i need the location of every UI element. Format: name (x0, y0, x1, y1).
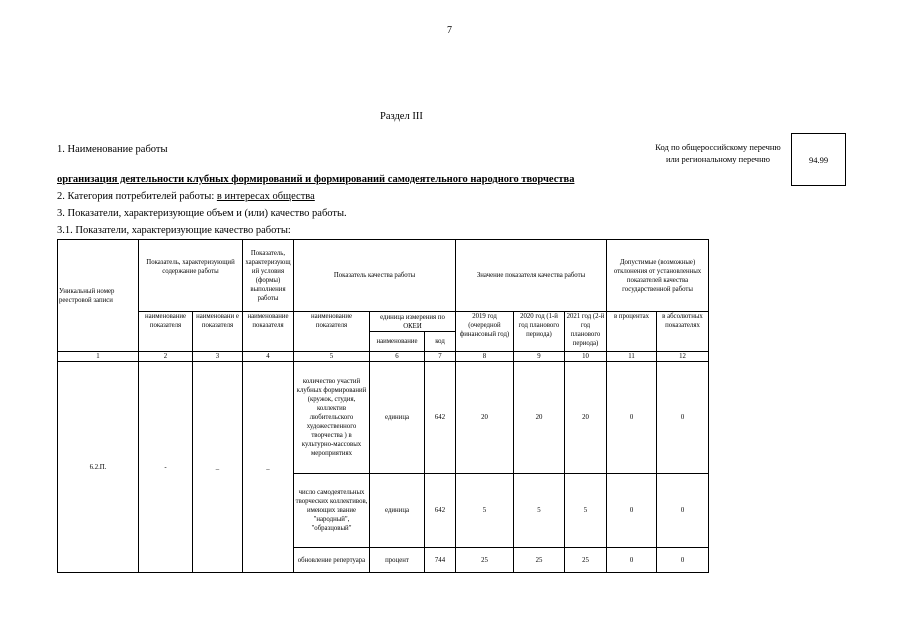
consumers-value: в интересах общества (216, 191, 315, 202)
table-row (58, 362, 709, 474)
value-2021: 25 (565, 548, 607, 573)
column-number: 3 (193, 352, 243, 362)
value-2020: 20 (514, 362, 565, 474)
header-year-2019: 2019 год (очередной финансовый год) (456, 312, 514, 352)
unit-name: единица (370, 474, 425, 548)
section-title: Раздел III (380, 111, 423, 122)
header-conditions-group: Показатель, характеризующий условия (формы) выполнения работы (243, 240, 294, 312)
work-name-label: 1. Наименование работы (57, 144, 168, 155)
value-2019: 25 (456, 548, 514, 573)
header-indicator-name-3: наименование показателя (243, 312, 294, 352)
deviation-percent: 0 (607, 474, 657, 548)
indicators-heading: 3. Показатели, характеризующие объем и (или) качество работы. (57, 208, 347, 219)
page-number: 7 (447, 25, 452, 36)
header-indicator-name-1: наименование показателя (139, 312, 193, 352)
col3-value: _ (193, 362, 243, 573)
column-numbers-row (58, 352, 709, 362)
header-indicator-name-2: наименовани е показателя (193, 312, 243, 352)
header-unit-name: наименование (370, 332, 425, 352)
code-box (791, 133, 846, 186)
column-number: 11 (607, 352, 657, 362)
column-number: 10 (565, 352, 607, 362)
value-2020: 5 (514, 474, 565, 548)
work-name-value: организация деятельности клубных формирований и формирований самодеятельного народного творчества (57, 174, 575, 185)
value-2019: 5 (456, 474, 514, 548)
column-number: 1 (58, 352, 139, 362)
deviation-absolute: 0 (657, 362, 709, 474)
deviation-absolute: 0 (657, 474, 709, 548)
header-content-group: Показатель, характеризующий содержание работы (139, 240, 243, 312)
header-unit-okei: единица измерения по ОКЕИ (370, 312, 456, 332)
unit-code: 642 (425, 362, 456, 474)
deviation-percent: 0 (607, 548, 657, 573)
column-number: 8 (456, 352, 514, 362)
value-2019: 20 (456, 362, 514, 474)
code-value: 94.99 (808, 154, 829, 165)
column-number: 7 (425, 352, 456, 362)
deviation-percent: 0 (607, 362, 657, 474)
header-quality-indicator-name: наименование показателя (294, 312, 370, 352)
header-unit-code: код (425, 332, 456, 352)
column-number: 9 (514, 352, 565, 362)
column-number: 5 (294, 352, 370, 362)
unit-name: процент (370, 548, 425, 573)
unit-name: единица (370, 362, 425, 474)
unit-code: 744 (425, 548, 456, 573)
consumers-line (57, 191, 315, 202)
value-2021: 20 (565, 362, 607, 474)
unit-code: 642 (425, 474, 456, 548)
quality-heading: 3.1. Показатели, характеризующие качество работы: (57, 225, 291, 236)
header-deviation-group: Допустимые (возможные) отклонения от установленных показателей качества государственной работы (607, 240, 709, 312)
column-number: 2 (139, 352, 193, 362)
deviation-absolute: 0 (657, 548, 709, 573)
code-label: Код по общероссийскому перечню или региональному перечню (655, 142, 781, 164)
consumers-label: 2. Категория потребителей работы: (57, 191, 217, 202)
indicator-name: число самодеятельных творческих коллективов, имеющих звание "народный", "образцовый" (294, 474, 370, 548)
column-number: 6 (370, 352, 425, 362)
col2-value: - (139, 362, 193, 573)
quality-table (57, 239, 709, 573)
header-in-percent: в процентах (607, 312, 657, 352)
column-number: 4 (243, 352, 294, 362)
header-year-2020: 2020 год (1-й год планового периода) (514, 312, 565, 352)
value-2021: 5 (565, 474, 607, 548)
header-quality-group: Показатель качества работы (294, 240, 456, 312)
col4-value: _ (243, 362, 294, 573)
header-year-2021: 2021 год (2-й год планового периода) (565, 312, 607, 352)
column-number: 12 (657, 352, 709, 362)
header-registry-no: Уникальный номер реестровой записи (58, 240, 139, 352)
header-in-absolute: в абсолютных показателях (657, 312, 709, 352)
indicator-name: количество участий клубных формирований (кружок, студия, коллектив любительского художественного творчества ) в культурно-массовых мероприятиях (294, 362, 370, 474)
header-values-group: Значение показателя качества работы (456, 240, 607, 312)
value-2020: 25 (514, 548, 565, 573)
indicator-name: обновление репертуара (294, 548, 370, 573)
registry-value: 6.2.П. (58, 362, 139, 573)
header-row-1 (58, 240, 709, 312)
header-row-2 (58, 312, 709, 332)
